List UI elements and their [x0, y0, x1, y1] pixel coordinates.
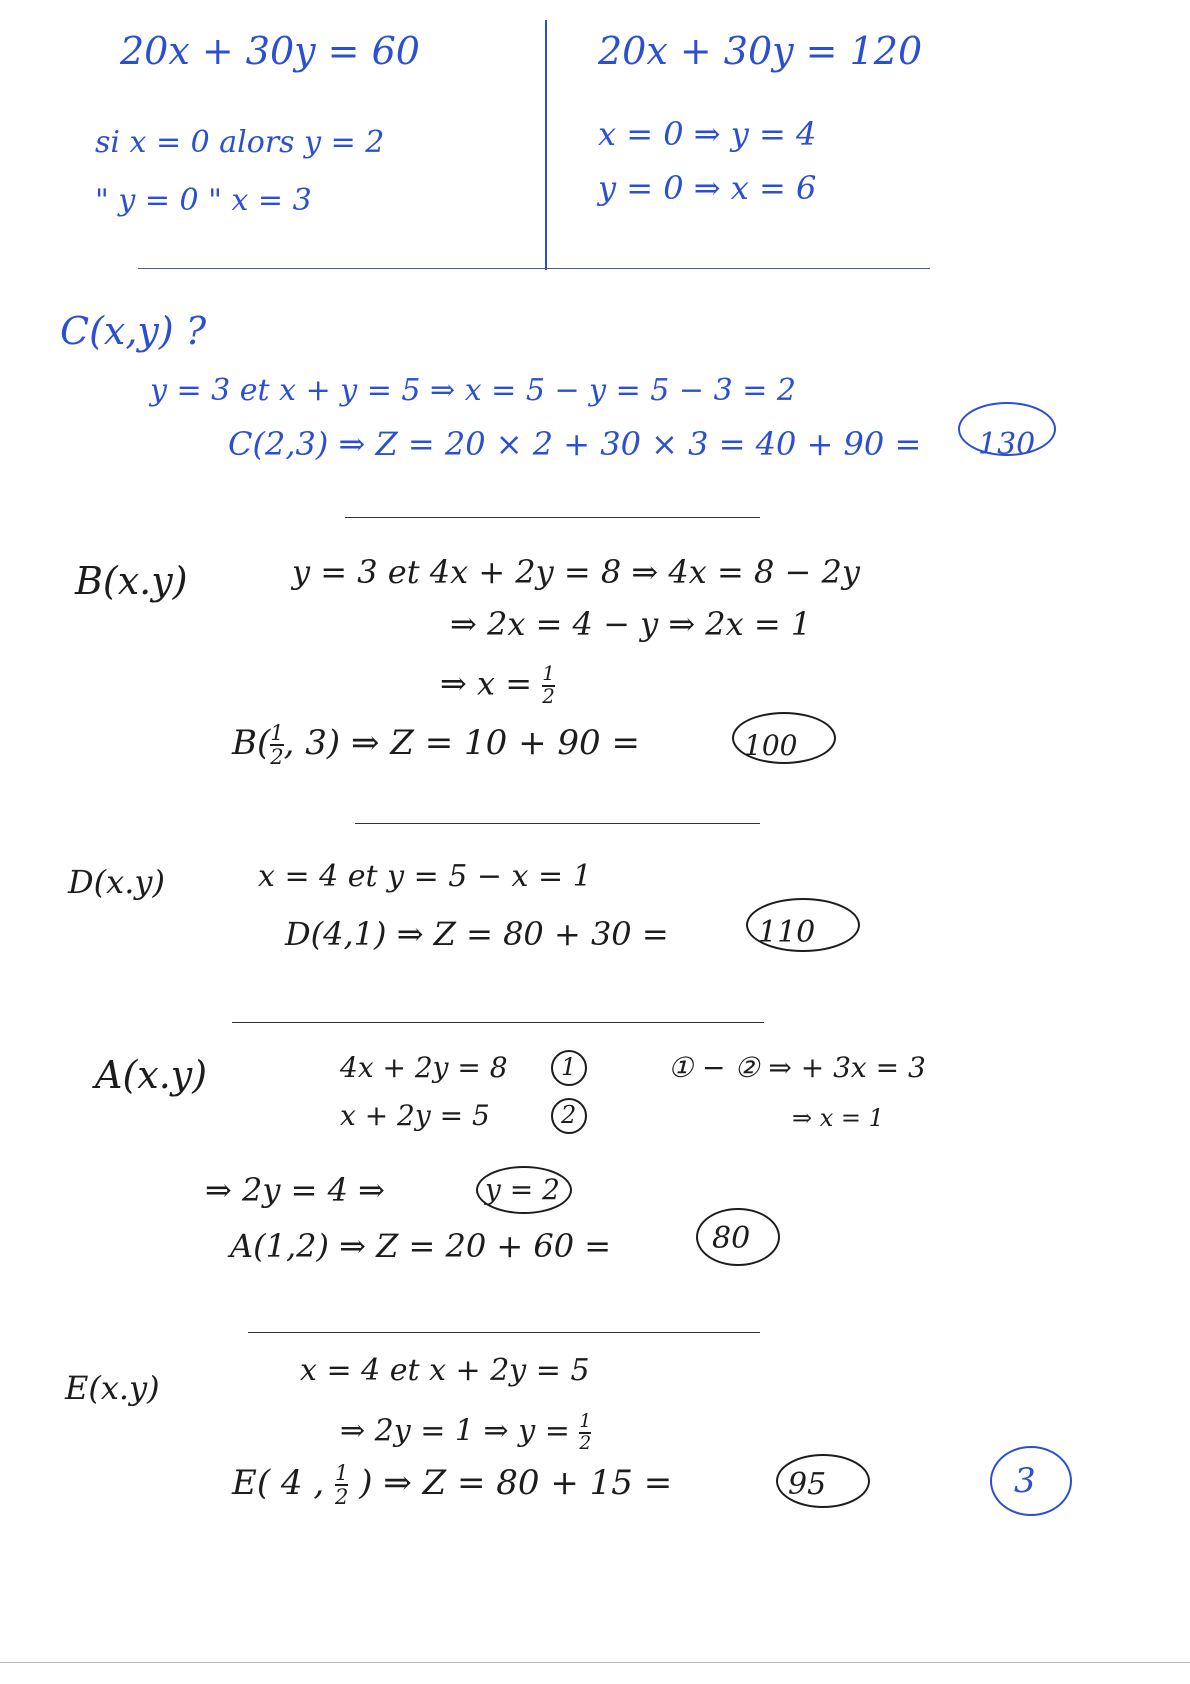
e-line1: x = 4 et x + 2y = 5: [300, 1353, 590, 1388]
e-frac-den: 2: [579, 1432, 592, 1454]
b-line3-prefix: ⇒ x =: [440, 664, 533, 703]
a-y-result-circle: [476, 1166, 572, 1214]
b-line4: [232, 722, 640, 768]
b-line4-prefix: B(: [232, 723, 271, 764]
a-eq1-tag-circle: [551, 1050, 587, 1086]
c-result: 130: [978, 427, 1036, 462]
e-label: E(x.y): [65, 1369, 160, 1407]
b-frac-den: 2: [542, 684, 555, 708]
a-side2: ⇒ x = 1: [792, 1104, 884, 1132]
divider-b: [355, 823, 760, 824]
a-eq2-tag: 2: [561, 1101, 577, 1129]
a-side1: ① − ② ⇒ + 3x = 3: [668, 1051, 926, 1084]
c-label: C(x,y) ?: [60, 309, 207, 353]
c-result-circle: [958, 402, 1056, 456]
b-line2: ⇒ 2x = 4 − y ⇒ 2x = 1: [450, 605, 812, 643]
e-result: 95: [788, 1467, 827, 1502]
d-line1: x = 4 et y = 5 − x = 1: [258, 859, 592, 894]
b-result: 100: [744, 729, 798, 762]
divider-top: [138, 268, 930, 269]
a-eq1: 4x + 2y = 8: [340, 1051, 508, 1084]
b-result-circle: [732, 712, 836, 764]
divider-a: [248, 1332, 760, 1333]
c-line1: y = 3 et x + y = 5 ⇒ x = 5 − y = 5 − 3 = 2: [150, 373, 796, 408]
a-line3: ⇒ 2y = 4 ⇒: [205, 1171, 385, 1209]
e-frac-num: 1: [579, 1411, 592, 1432]
b-line4-frac-den: 2: [270, 744, 284, 770]
divider-c: [345, 517, 760, 518]
divider-d: [232, 1022, 764, 1023]
vertical-divider: [545, 20, 547, 270]
c-line2: C(2,3) ⇒ Z = 20 × 2 + 30 × 3 = 40 + 90 =: [228, 425, 922, 463]
top-right-line1: x = 0 ⇒ y = 4: [598, 115, 817, 153]
d-line2: D(4,1) ⇒ Z = 80 + 30 =: [285, 915, 669, 953]
a-result-circle: [696, 1208, 780, 1266]
e-line2-prefix: ⇒ 2y = 1 ⇒ y =: [340, 1413, 570, 1449]
page-bottom-edge: [0, 1662, 1190, 1663]
e-line3-suffix: ) ⇒ Z = 80 + 15 =: [359, 1463, 673, 1504]
page-number-circle: [990, 1446, 1072, 1516]
e-line3: [232, 1462, 672, 1508]
a-line4: A(1,2) ⇒ Z = 20 + 60 =: [230, 1227, 612, 1265]
b-line4-suffix: , 3) ⇒ Z = 10 + 90 =: [283, 723, 640, 764]
b-frac-num: 1: [542, 662, 555, 685]
a-y-result: y = 2: [485, 1173, 560, 1206]
b-label: B(x.y): [75, 559, 188, 603]
page-number: 3: [1014, 1461, 1036, 1501]
top-right-equation: 20x + 30y = 120: [598, 29, 923, 73]
top-left-equation: 20x + 30y = 60: [120, 29, 420, 73]
e-fraction: [579, 1412, 591, 1453]
a-result: 80: [712, 1221, 751, 1256]
top-left-line2: " y = 0 " x = 3: [95, 183, 312, 218]
e-line3-prefix: E( 4 ,: [232, 1463, 325, 1504]
d-result-circle: [746, 898, 860, 952]
e-line3-fraction: [335, 1462, 348, 1508]
e-line3-frac-den: 2: [334, 1484, 349, 1510]
d-result: 110: [758, 915, 816, 950]
b-line4-frac-num: 1: [270, 720, 284, 745]
a-label: A(x.y): [95, 1053, 208, 1097]
b-line3: [440, 664, 555, 708]
a-eq1-tag: 1: [561, 1053, 577, 1081]
top-right-line2: y = 0 ⇒ x = 6: [598, 169, 817, 207]
b-line1: y = 3 et 4x + 2y = 8 ⇒ 4x = 8 − 2y: [292, 553, 860, 591]
e-line2: [340, 1412, 591, 1453]
d-label: D(x.y): [68, 863, 165, 901]
top-left-line1: si x = 0 alors y = 2: [95, 125, 385, 160]
e-result-circle: [776, 1454, 870, 1508]
b-line4-fraction: [270, 722, 283, 768]
a-eq2-tag-circle: [551, 1098, 587, 1134]
a-eq2: x + 2y = 5: [340, 1099, 490, 1132]
b-fraction: [542, 664, 555, 708]
e-line3-frac-num: 1: [334, 1460, 349, 1485]
